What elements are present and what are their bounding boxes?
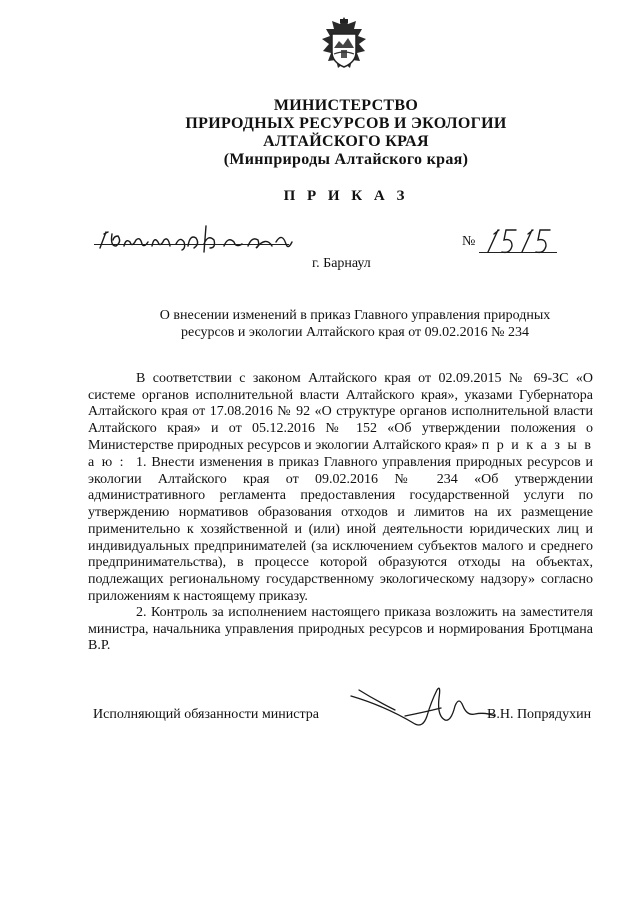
handwritten-signature <box>345 676 505 736</box>
number-label: № <box>462 234 476 249</box>
item-1-paragraph: 1. Внести изменения в приказ Главного управления природных ресурсов и экологии Алтайского края от 09.02.2016 № 234 «Об утверждении административного регламента предоставления государственной услуги по утверждению нормативов образования отходов и лимитов на их размещение применительно к хозяйственной и (или) иной деятельности юридических лиц и индивидуальных предпринимателей (за исключением субъектов малого и среднего предпринимательства), в процессе которой образуются отходы на объектах, подлежащих региональному государственному экологическому надзору» согласно приложениям к настоящему приказу. <box>88 455 593 604</box>
ministry-line: ПРИРОДНЫХ РЕСУРСОВ И ЭКОЛОГИИ <box>185 115 507 132</box>
signatory-name: В.Н. Попрядухин <box>487 707 592 722</box>
handwritten-number <box>484 226 554 256</box>
ministry-line: МИНИСТЕРСТВО <box>273 97 419 114</box>
signatory-position: Исполняющий обязанности министра <box>93 707 319 722</box>
document-type-title: П Р И К А З <box>283 188 409 204</box>
order-word: п р и к а з ы в а ю : <box>88 437 594 470</box>
subject-line: ресурсов и экологии Алтайского края от 09.02.2016 № 234 <box>180 325 530 340</box>
coat-of-arms-emblem <box>312 14 376 78</box>
subject-line: О внесении изменений в приказ Главного управления природных <box>159 308 551 323</box>
handwritten-date <box>96 222 296 256</box>
ministry-heading <box>0 97 640 169</box>
city-label: г. Барнаул <box>312 256 371 271</box>
preamble-text: В соответствии с законом Алтайского края от 02.09.2015 № 69-ЗС «О системе органов исполнительной власти Алтайского края», указами Губернатора Алтайского края от 17.08.2016 № 92 «О структуре органов исполнительной власти Алтайского края» и от 05.12.2016 № 152 «Об утверждении положения о Министерстве природных ресурсов и экологии Алтайского края» <box>88 371 593 453</box>
ministry-line: АЛТАЙСКОГО КРАЯ <box>263 133 429 150</box>
order-subject <box>120 307 590 341</box>
ministry-short-name: (Минприроды Алтайского края) <box>223 151 469 168</box>
item-2-paragraph: 2. Контроль за исполнением настоящего приказа возложить на заместителя министра, начальника управления природных ресурсов и нормирования Бротцмана В.Р. <box>88 605 593 654</box>
